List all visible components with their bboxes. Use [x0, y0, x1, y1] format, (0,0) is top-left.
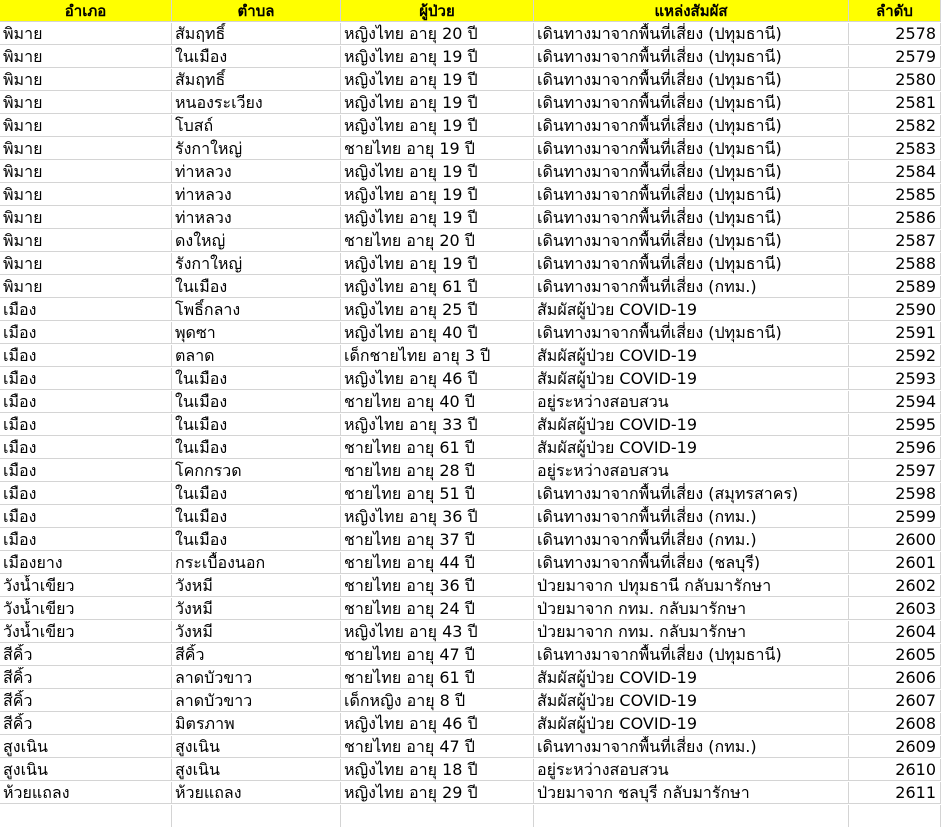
cell-district[interactable]: เมือง [0, 529, 172, 551]
cell-source[interactable]: เดินทางมาจากพื้นที่เสี่ยง (กทม.) [534, 276, 849, 298]
cell-patient[interactable]: ชายไทย อายุ 47 ปี [341, 644, 534, 666]
cell-subdistrict[interactable]: ในเมือง [172, 483, 341, 505]
table-row [0, 46, 941, 69]
cell-case-number[interactable]: 2597 [849, 460, 941, 482]
table-row [0, 276, 941, 299]
cell-district[interactable]: เมือง [0, 437, 172, 459]
cell-patient[interactable]: เด็กชายไทย อายุ 3 ปี [341, 345, 534, 367]
table-row [0, 92, 941, 115]
cell-patient[interactable]: หญิงไทย อายุ 46 ปี [341, 713, 534, 735]
cell-subdistrict[interactable]: พุดซา [172, 322, 341, 344]
cell-source[interactable]: เดินทางมาจากพื้นที่เสี่ยง (ปทุมธานี) [534, 644, 849, 666]
cell-case-number[interactable]: 2578 [849, 23, 941, 45]
cell-patient[interactable]: ชายไทย อายุ 20 ปี [341, 230, 534, 252]
table-row [0, 230, 941, 253]
cell-case-number[interactable]: 2602 [849, 575, 941, 597]
cell-source[interactable]: สัมผัสผู้ป่วย COVID-19 [534, 713, 849, 735]
cell-case-number[interactable]: 2606 [849, 667, 941, 689]
cell-case-number[interactable]: 2607 [849, 690, 941, 712]
cell-source[interactable]: เดินทางมาจากพื้นที่เสี่ยง (ปทุมธานี) [534, 322, 849, 344]
cell-case-number[interactable]: 2589 [849, 276, 941, 298]
table-row [0, 598, 941, 621]
cell-source[interactable]: เดินทางมาจากพื้นที่เสี่ยง (ปทุมธานี) [534, 23, 849, 45]
cell-district[interactable]: สีคิ้ว [0, 690, 172, 712]
cell-district[interactable]: เมือง [0, 460, 172, 482]
cell-subdistrict[interactable]: ในเมือง [172, 506, 341, 528]
cell-patient[interactable]: ชายไทย อายุ 37 ปี [341, 529, 534, 551]
cell-case-number[interactable]: 2601 [849, 552, 941, 574]
cell-patient[interactable]: หญิงไทย อายุ 46 ปี [341, 368, 534, 390]
cell-district[interactable]: เมืองยาง [0, 552, 172, 574]
cell-subdistrict[interactable]: ตลาด [172, 345, 341, 367]
cell-source[interactable]: เดินทางมาจากพื้นที่เสี่ยง (สมุทรสาคร) [534, 483, 849, 505]
table-row [0, 138, 941, 161]
cell-patient[interactable]: หญิงไทย อายุ 18 ปี [341, 759, 534, 781]
cell-source[interactable]: สัมผัสผู้ป่วย COVID-19 [534, 437, 849, 459]
cell-patient[interactable]: ชายไทย อายุ 61 ปี [341, 437, 534, 459]
table-row [0, 736, 941, 759]
cell-subdistrict[interactable]: วังหมี [172, 598, 341, 620]
cell-district[interactable]: สีคิ้ว [0, 644, 172, 666]
cell-case-number[interactable]: 2586 [849, 207, 941, 229]
cell-subdistrict[interactable]: รังกาใหญ่ [172, 138, 341, 160]
cell-patient[interactable]: หญิงไทย อายุ 61 ปี [341, 276, 534, 298]
cell-district[interactable]: เมือง [0, 391, 172, 413]
empty-cell[interactable] [849, 805, 941, 827]
cell-case-number[interactable]: 2585 [849, 184, 941, 206]
cell-district[interactable]: เมือง [0, 345, 172, 367]
cell-subdistrict[interactable]: วังหมี [172, 621, 341, 643]
cell-patient[interactable]: ชายไทย อายุ 51 ปี [341, 483, 534, 505]
cell-patient[interactable]: ชายไทย อายุ 61 ปี [341, 667, 534, 689]
cell-subdistrict[interactable]: รังกาใหญ่ [172, 253, 341, 275]
empty-cell[interactable] [172, 805, 341, 827]
cell-subdistrict[interactable]: กระเบื้องนอก [172, 552, 341, 574]
cell-district[interactable]: พิมาย [0, 207, 172, 229]
cell-patient[interactable]: หญิงไทย อายุ 19 ปี [341, 69, 534, 91]
header-patient[interactable]: ผู้ป่วย [341, 0, 534, 22]
cell-patient[interactable]: ชายไทย อายุ 24 ปี [341, 598, 534, 620]
table-row [0, 345, 941, 368]
cell-district[interactable]: พิมาย [0, 276, 172, 298]
cell-subdistrict[interactable]: วังหมี [172, 575, 341, 597]
cell-source[interactable]: ป่วยมาจาก ชลบุรี กลับมารักษา [534, 782, 849, 804]
cell-case-number[interactable]: 2595 [849, 414, 941, 436]
table-row [0, 713, 941, 736]
cell-patient[interactable]: ชายไทย อายุ 28 ปี [341, 460, 534, 482]
cell-patient[interactable]: ชายไทย อายุ 47 ปี [341, 736, 534, 758]
cell-district[interactable]: พิมาย [0, 46, 172, 68]
cell-subdistrict[interactable]: ในเมือง [172, 368, 341, 390]
cell-district[interactable]: พิมาย [0, 138, 172, 160]
table-row [0, 69, 941, 92]
cell-subdistrict[interactable]: หนองระเวียง [172, 92, 341, 114]
empty-row [0, 805, 941, 828]
cell-patient[interactable]: หญิงไทย อายุ 20 ปี [341, 23, 534, 45]
cell-district[interactable]: พิมาย [0, 161, 172, 183]
cell-patient[interactable]: ชายไทย อายุ 19 ปี [341, 138, 534, 160]
cell-district[interactable]: เมือง [0, 299, 172, 321]
cell-subdistrict[interactable]: ท่าหลวง [172, 184, 341, 206]
cell-district[interactable]: พิมาย [0, 23, 172, 45]
cell-district[interactable]: สีคิ้ว [0, 667, 172, 689]
cell-patient[interactable]: หญิงไทย อายุ 36 ปี [341, 506, 534, 528]
cell-district[interactable]: เมือง [0, 368, 172, 390]
cell-patient[interactable]: ชายไทย อายุ 40 ปี [341, 391, 534, 413]
cell-source[interactable]: เดินทางมาจากพื้นที่เสี่ยง (ปทุมธานี) [534, 161, 849, 183]
cell-case-number[interactable]: 2590 [849, 299, 941, 321]
cell-source[interactable]: สัมผัสผู้ป่วย COVID-19 [534, 299, 849, 321]
table-row [0, 460, 941, 483]
cell-case-number[interactable]: 2581 [849, 92, 941, 114]
cell-case-number[interactable]: 2596 [849, 437, 941, 459]
cell-case-number[interactable]: 2583 [849, 138, 941, 160]
cell-source[interactable]: เดินทางมาจากพื้นที่เสี่ยง (ปทุมธานี) [534, 207, 849, 229]
cell-subdistrict[interactable]: โพธิ์กลาง [172, 299, 341, 321]
cell-source[interactable]: เดินทางมาจากพื้นที่เสี่ยง (ปทุมธานี) [534, 46, 849, 68]
cell-source[interactable]: สัมผัสผู้ป่วย COVID-19 [534, 345, 849, 367]
cell-source[interactable]: ป่วยมาจาก กทม. กลับมารักษา [534, 621, 849, 643]
cell-district[interactable]: วังน้ำเขียว [0, 575, 172, 597]
table-row [0, 23, 941, 46]
table-row [0, 184, 941, 207]
cell-source[interactable]: เดินทางมาจากพื้นที่เสี่ยง (ปทุมธานี) [534, 92, 849, 114]
cell-district[interactable]: สูงเนิน [0, 736, 172, 758]
table-row [0, 782, 941, 805]
cell-subdistrict[interactable]: สูงเนิน [172, 759, 341, 781]
table-row [0, 391, 941, 414]
cell-patient[interactable]: หญิงไทย อายุ 19 ปี [341, 184, 534, 206]
cell-case-number[interactable]: 2609 [849, 736, 941, 758]
table-row [0, 161, 941, 184]
cell-subdistrict[interactable]: ในเมือง [172, 276, 341, 298]
cell-case-number[interactable]: 2594 [849, 391, 941, 413]
cell-subdistrict[interactable]: สัมฤทธิ์ [172, 69, 341, 91]
cell-case-number[interactable]: 2611 [849, 782, 941, 804]
cell-case-number[interactable]: 2605 [849, 644, 941, 666]
cell-source[interactable]: เดินทางมาจากพื้นที่เสี่ยง (ปทุมธานี) [534, 184, 849, 206]
cell-subdistrict[interactable]: ในเมือง [172, 414, 341, 436]
cell-patient[interactable]: หญิงไทย อายุ 19 ปี [341, 207, 534, 229]
table-row [0, 483, 941, 506]
cell-source[interactable]: เดินทางมาจากพื้นที่เสี่ยง (ปทุมธานี) [534, 138, 849, 160]
cell-source[interactable]: อยู่ระหว่างสอบสวน [534, 759, 849, 781]
cell-district[interactable]: พิมาย [0, 184, 172, 206]
cell-case-number[interactable]: 2584 [849, 161, 941, 183]
cell-source[interactable]: เดินทางมาจากพื้นที่เสี่ยง (ปทุมธานี) [534, 115, 849, 137]
empty-cell[interactable] [0, 805, 172, 827]
cell-subdistrict[interactable]: ท่าหลวง [172, 207, 341, 229]
table-row [0, 115, 941, 138]
cell-source[interactable]: เดินทางมาจากพื้นที่เสี่ยง (กทม.) [534, 736, 849, 758]
cell-district[interactable]: พิมาย [0, 115, 172, 137]
cell-case-number[interactable]: 2591 [849, 322, 941, 344]
cell-case-number[interactable]: 2588 [849, 253, 941, 275]
cell-patient[interactable]: หญิงไทย อายุ 29 ปี [341, 782, 534, 804]
cell-district[interactable]: พิมาย [0, 253, 172, 275]
header-source[interactable]: แหล่งสัมผัส [534, 0, 849, 22]
cell-case-number[interactable]: 2580 [849, 69, 941, 91]
cell-subdistrict[interactable]: โบสถ์ [172, 115, 341, 137]
table-row [0, 207, 941, 230]
cell-source[interactable]: เดินทางมาจากพื้นที่เสี่ยง (ปทุมธานี) [534, 253, 849, 275]
cell-patient[interactable]: หญิงไทย อายุ 25 ปี [341, 299, 534, 321]
cell-source[interactable]: สัมผัสผู้ป่วย COVID-19 [534, 667, 849, 689]
cell-district[interactable]: เมือง [0, 322, 172, 344]
table-row [0, 253, 941, 276]
cell-subdistrict[interactable]: มิตรภาพ [172, 713, 341, 735]
cell-source[interactable]: สัมผัสผู้ป่วย COVID-19 [534, 690, 849, 712]
cell-subdistrict[interactable]: ในเมือง [172, 391, 341, 413]
table-row [0, 644, 941, 667]
cell-subdistrict[interactable]: ในเมือง [172, 437, 341, 459]
cell-district[interactable]: ห้วยแถลง [0, 782, 172, 804]
cell-case-number[interactable]: 2608 [849, 713, 941, 735]
cell-source[interactable]: เดินทางมาจากพื้นที่เสี่ยง (ปทุมธานี) [534, 69, 849, 91]
cell-source[interactable]: สัมผัสผู้ป่วย COVID-19 [534, 368, 849, 390]
table-row [0, 414, 941, 437]
empty-cell[interactable] [534, 805, 849, 827]
cell-source[interactable]: อยู่ระหว่างสอบสวน [534, 391, 849, 413]
cell-case-number[interactable]: 2599 [849, 506, 941, 528]
cell-subdistrict[interactable]: ท่าหลวง [172, 161, 341, 183]
cell-subdistrict[interactable]: ในเมือง [172, 46, 341, 68]
cell-subdistrict[interactable]: ดงใหญ่ [172, 230, 341, 252]
cell-district[interactable]: วังน้ำเขียว [0, 621, 172, 643]
cell-subdistrict[interactable]: ห้วยแถลง [172, 782, 341, 804]
cell-case-number[interactable]: 2600 [849, 529, 941, 551]
cell-patient[interactable]: หญิงไทย อายุ 43 ปี [341, 621, 534, 643]
table-row [0, 322, 941, 345]
cell-case-number[interactable]: 2603 [849, 598, 941, 620]
cell-source[interactable]: อยู่ระหว่างสอบสวน [534, 460, 849, 482]
cell-district[interactable]: พิมาย [0, 230, 172, 252]
header-district[interactable]: อำเภอ [0, 0, 172, 22]
table-row [0, 299, 941, 322]
cell-district[interactable]: พิมาย [0, 69, 172, 91]
cell-patient[interactable]: หญิงไทย อายุ 40 ปี [341, 322, 534, 344]
cell-district[interactable]: สีคิ้ว [0, 713, 172, 735]
cell-source[interactable]: เดินทางมาจากพื้นที่เสี่ยง (ชลบุรี) [534, 552, 849, 574]
cell-case-number[interactable]: 2593 [849, 368, 941, 390]
cell-district[interactable]: เมือง [0, 414, 172, 436]
cell-subdistrict[interactable]: สัมฤทธิ์ [172, 23, 341, 45]
cell-subdistrict[interactable]: สีคิ้ว [172, 644, 341, 666]
cell-district[interactable]: สูงเนิน [0, 759, 172, 781]
cell-patient[interactable]: หญิงไทย อายุ 19 ปี [341, 161, 534, 183]
cell-district[interactable]: วังน้ำเขียว [0, 598, 172, 620]
table-row [0, 437, 941, 460]
cell-patient[interactable]: ชายไทย อายุ 36 ปี [341, 575, 534, 597]
cell-case-number[interactable]: 2604 [849, 621, 941, 643]
cell-district[interactable]: เมือง [0, 506, 172, 528]
cell-source[interactable]: เดินทางมาจากพื้นที่เสี่ยง (กทม.) [534, 506, 849, 528]
cell-case-number[interactable]: 2592 [849, 345, 941, 367]
cell-case-number[interactable]: 2579 [849, 46, 941, 68]
cell-patient[interactable]: หญิงไทย อายุ 19 ปี [341, 115, 534, 137]
cell-subdistrict[interactable]: ลาดบัวขาว [172, 690, 341, 712]
table-row [0, 621, 941, 644]
cell-source[interactable]: ป่วยมาจาก กทม. กลับมารักษา [534, 598, 849, 620]
table-row [0, 575, 941, 598]
table-row [0, 552, 941, 575]
empty-cell[interactable] [341, 805, 534, 827]
cell-source[interactable]: เดินทางมาจากพื้นที่เสี่ยง (ปทุมธานี) [534, 230, 849, 252]
cell-patient[interactable]: หญิงไทย อายุ 19 ปี [341, 253, 534, 275]
cell-patient[interactable]: หญิงไทย อายุ 19 ปี [341, 92, 534, 114]
cell-source[interactable]: ป่วยมาจาก ปทุมธานี กลับมารักษา [534, 575, 849, 597]
table-row [0, 667, 941, 690]
table-row [0, 529, 941, 552]
table-row [0, 368, 941, 391]
header-subdistrict[interactable]: ตำบล [172, 0, 341, 22]
table-row [0, 506, 941, 529]
cell-district[interactable]: พิมาย [0, 92, 172, 114]
cell-patient[interactable]: เด็กหญิง อายุ 8 ปี [341, 690, 534, 712]
table-row [0, 759, 941, 782]
cell-case-number[interactable]: 2582 [849, 115, 941, 137]
cell-subdistrict[interactable]: สูงเนิน [172, 736, 341, 758]
cell-subdistrict[interactable]: โคกกรวด [172, 460, 341, 482]
cell-subdistrict[interactable]: ลาดบัวขาว [172, 667, 341, 689]
header-row [0, 0, 941, 23]
cell-case-number[interactable]: 2610 [849, 759, 941, 781]
table-row [0, 690, 941, 713]
cell-patient[interactable]: หญิงไทย อายุ 33 ปี [341, 414, 534, 436]
cell-source[interactable]: สัมผัสผู้ป่วย COVID-19 [534, 414, 849, 436]
cell-case-number[interactable]: 2598 [849, 483, 941, 505]
cell-case-number[interactable]: 2587 [849, 230, 941, 252]
cell-district[interactable]: เมือง [0, 483, 172, 505]
header-case-number[interactable]: ลำดับ [849, 0, 941, 22]
cell-patient[interactable]: ชายไทย อายุ 44 ปี [341, 552, 534, 574]
cell-subdistrict[interactable]: ในเมือง [172, 529, 341, 551]
cell-source[interactable]: เดินทางมาจากพื้นที่เสี่ยง (กทม.) [534, 529, 849, 551]
cell-patient[interactable]: หญิงไทย อายุ 19 ปี [341, 46, 534, 68]
